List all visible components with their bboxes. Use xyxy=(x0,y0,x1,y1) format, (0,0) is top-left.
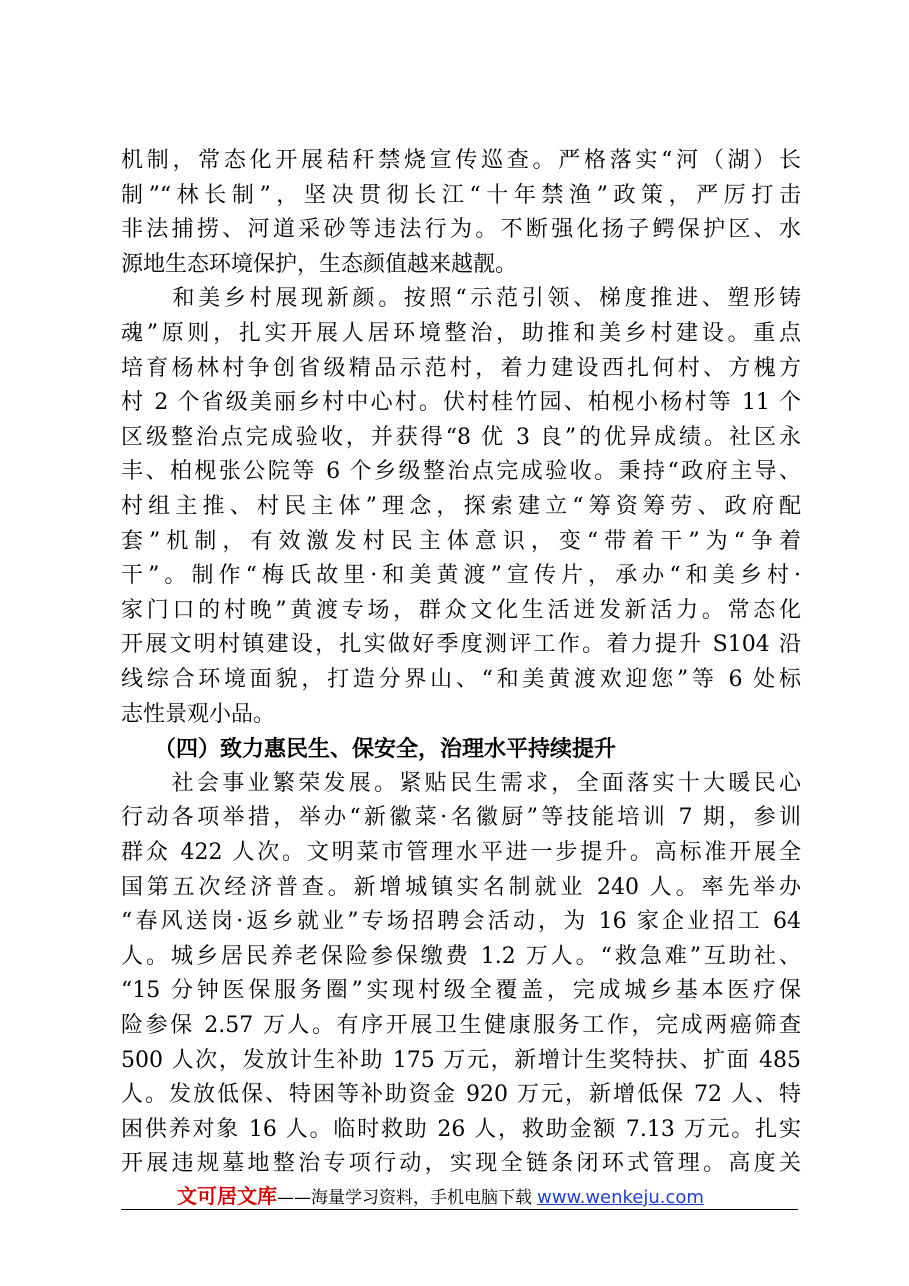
body-text-line: 村 2 个省级美丽乡村中心村。伏村桂竹园、柏枧小杨村等 11 个 xyxy=(121,390,801,415)
page-footer xyxy=(177,1181,704,1211)
body-text-line: 线综合环境面貌，打造分界山、“和美黄渡欢迎您”等 6 处标 xyxy=(121,667,801,692)
body-text-line: 人。发放低保、特困等补助资金 920 万元，新增低保 72 人、特 xyxy=(121,1082,801,1107)
body-text-line: 村组主推、村民主体”理念，探索建立“筹资筹劳、政府配 xyxy=(121,494,801,519)
body-text-line: 非法捕捞、河道采砂等违法行为。不断强化扬子鳄保护区、水 xyxy=(121,217,801,242)
body-text-line: 险参保 2.57 万人。有序开展卫生健康服务工作，完成两癌筛查 xyxy=(121,1013,801,1038)
body-text-line: 开展文明村镇建设，扎实做好季度测评工作。着力提升 S104 沿 xyxy=(121,632,801,657)
body-text-line: 和美乡村展现新颜。按照“示范引领、梯度推进、塑形铸 xyxy=(121,286,801,311)
body-text-line: “春风送岗·返乡就业”专场招聘会活动，为 16 家企业招工 64 xyxy=(121,909,801,934)
body-text-line: 丰、柏枧张公院等 6 个乡级整治点完成验收。秉持“政府主导、 xyxy=(121,459,801,484)
body-text-line: 套”机制，有效激发村民主体意识，变“带着干”为“争着 xyxy=(121,529,801,554)
section-heading: （四）致力惠民生、保安全，治理水平持续提升 xyxy=(121,736,617,762)
body-text-line: 家门口的村晚”黄渡专场，群众文化生活迸发新活力。常态化 xyxy=(121,598,801,623)
footer-divider xyxy=(121,1209,798,1210)
body-text-line: 国第五次经济普查。新增城镇实名制就业 240 人。率先举办 xyxy=(121,875,801,900)
body-text-line: 500 人次，发放计生补助 175 万元，新增计生奖特扶、扩面 485 xyxy=(121,1048,801,1073)
body-text-line: “15 分钟医保服务圈”实现村级全覆盖，完成城乡基本医疗保 xyxy=(121,978,801,1003)
body-text-line: 困供养对象 16 人。临时救助 26 人，救助金额 7.13 万元。扎实 xyxy=(121,1117,801,1142)
footer-text: ——海量学习资料，手机电脑下载 xyxy=(277,1188,532,1208)
body-text-line: 开展违规墓地整治专项行动，实现全链条闭环式管理。高度关 xyxy=(121,1151,801,1176)
body-text-line: 社会事业繁荣发展。紧贴民生需求，全面落实十大暖民心 xyxy=(121,771,801,796)
body-text-line: 源地生态环境保护，生态颜值越来越靓。 xyxy=(121,252,518,277)
body-text-line: 制”“林长制”，坚决贯彻长江“十年禁渔”政策，严厉打击 xyxy=(121,183,801,208)
body-text-line: 培育杨林村争创省级精品示范村，着力建设西扎何村、方槐方 xyxy=(121,356,801,381)
body-text-line: 人。城乡居民养老保险参保缴费 1.2 万人。“救急难”互助社、 xyxy=(121,944,801,969)
footer-link[interactable]: www.wenkeju.com xyxy=(537,1187,704,1208)
body-text-line: 机制，常态化开展秸秆禁烧宣传巡查。严格落实“河（湖）长 xyxy=(121,148,801,173)
body-text-line: 群众 422 人次。文明菜市管理水平进一步提升。高标准开展全 xyxy=(121,840,801,865)
footer-brand: 文可居文库 xyxy=(177,1184,277,1208)
body-text-line: 志性景观小品。 xyxy=(121,702,276,727)
body-text-line: 魂”原则，扎实开展人居环境整治，助推和美乡村建设。重点 xyxy=(121,321,801,346)
body-text-line: 区级整治点完成验收，并获得“8 优 3 良”的优异成绩。社区永 xyxy=(121,425,801,450)
body-text-line: 干”。制作“梅氏故里·和美黄渡”宣传片，承办“和美乡村· xyxy=(121,563,801,588)
body-text-line: 行动各项举措，举办“新徽菜·名徽厨”等技能培训 7 期，参训 xyxy=(121,805,801,830)
